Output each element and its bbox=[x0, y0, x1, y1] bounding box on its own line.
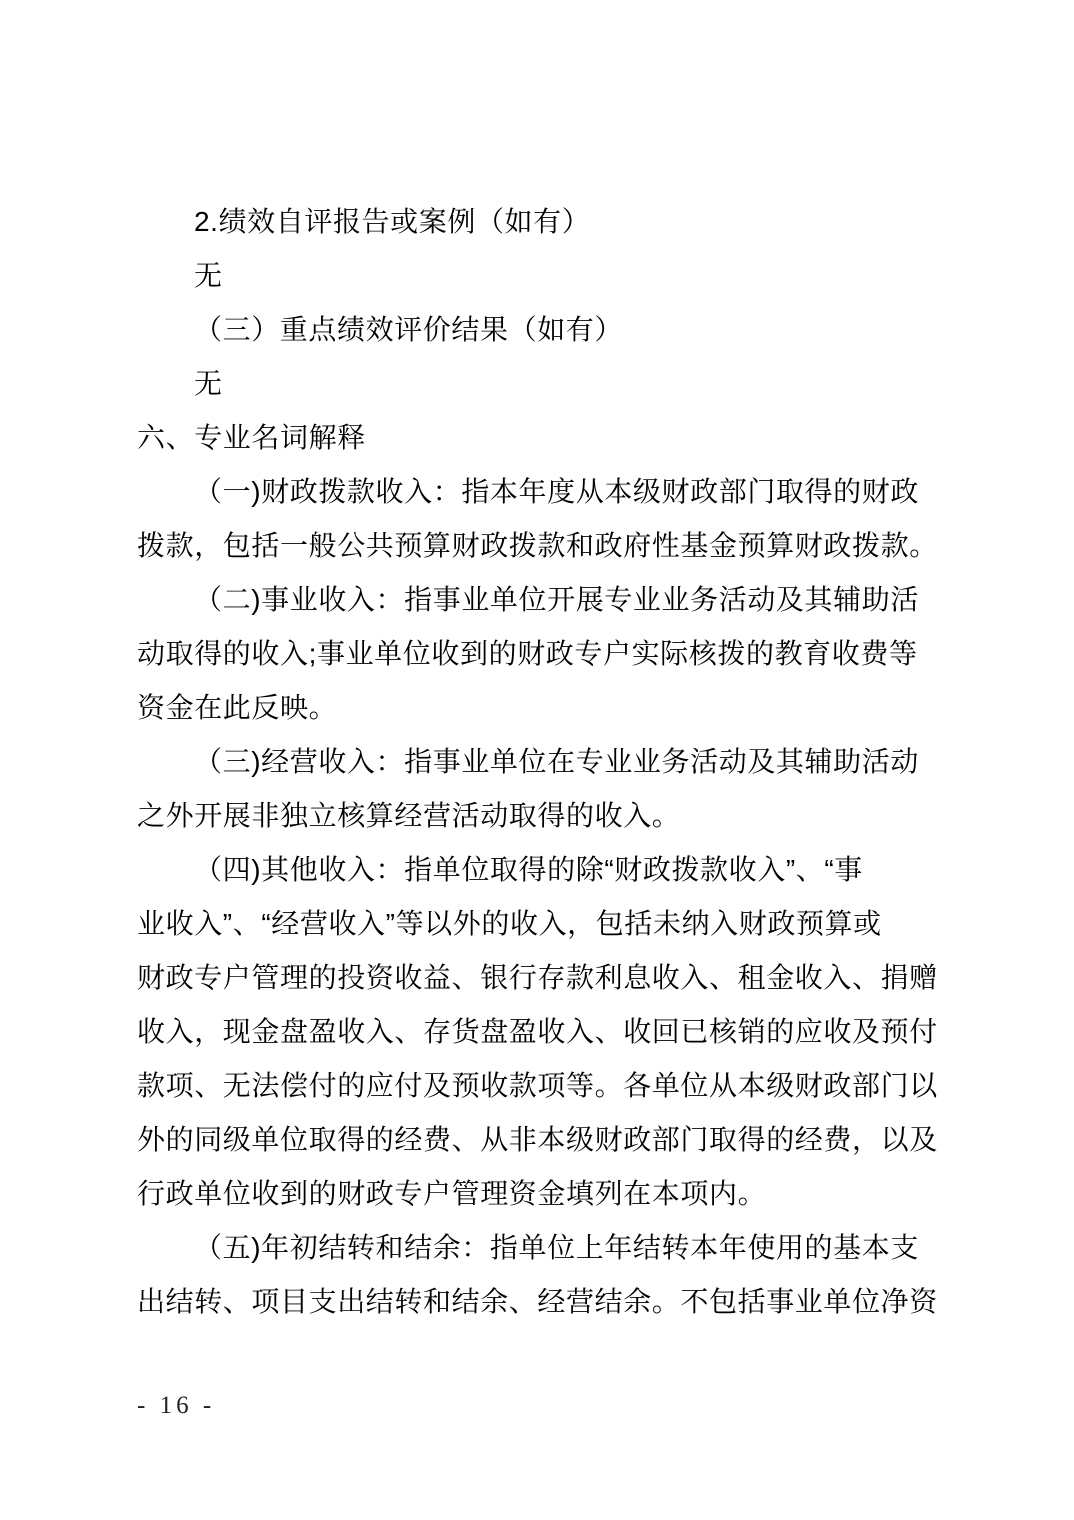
paragraph-line: （四)其他收入：指单位取得的除“财政拨款收入”、“事 bbox=[194, 854, 863, 885]
document-body bbox=[137, 195, 943, 1329]
paragraph-line: 拨款，包括一般公共预算财政拨款和政府性基金预算财政拨款。 bbox=[137, 530, 938, 561]
answer-line: 无 bbox=[194, 368, 223, 399]
paragraph-line: 出结转、项目支出结转和结余、经营结余。不包括事业单位净资 bbox=[137, 1286, 938, 1317]
paragraph-line: 业收入”、“经营收入”等以外的收入，包括未纳入财政预算或 bbox=[137, 908, 882, 939]
paragraph-line: 行政单位收到的财政专户管理资金填列在本项内。 bbox=[137, 1178, 767, 1209]
subheading-line: （三）重点绩效评价结果（如有） bbox=[194, 314, 624, 345]
paragraph-line: 款项、无法偿付的应付及预收款项等。各单位从本级财政部门以 bbox=[137, 1070, 938, 1101]
answer-line: 无 bbox=[194, 260, 223, 291]
paragraph-line: 财政专户管理的投资收益、银行存款利息收入、租金收入、捐赠 bbox=[137, 962, 938, 993]
paragraph-line: 之外开展非独立核算经营活动取得的收入。 bbox=[137, 800, 681, 831]
paragraph-line: 动取得的收入;事业单位收到的财政专户实际核拨的教育收费等 bbox=[137, 638, 918, 669]
paragraph-line: （三)经营收入：指事业单位在专业业务活动及其辅助活动 bbox=[194, 746, 919, 777]
paragraph-line: 收入，现金盘盈收入、存货盘盈收入、收回已核销的应收及预付 bbox=[137, 1016, 938, 1047]
paragraph-line: 资金在此反映。 bbox=[137, 692, 338, 723]
section-heading: 六、专业名词解释 bbox=[137, 422, 366, 453]
paragraph-line: （一)财政拨款收入：指本年度从本级财政部门取得的财政 bbox=[194, 476, 919, 507]
paragraph-line: （二)事业收入：指事业单位开展专业业务活动及其辅助活 bbox=[194, 584, 919, 615]
subheading-line: 2.绩效自评报告或案例（如有） bbox=[194, 206, 591, 237]
paragraph-line: （五)年初结转和结余：指单位上年结转本年使用的基本支 bbox=[194, 1232, 919, 1263]
paragraph-line: 外的同级单位取得的经费、从非本级财政部门取得的经费，以及 bbox=[137, 1124, 938, 1155]
page-number: - 16 - bbox=[137, 1392, 216, 1419]
